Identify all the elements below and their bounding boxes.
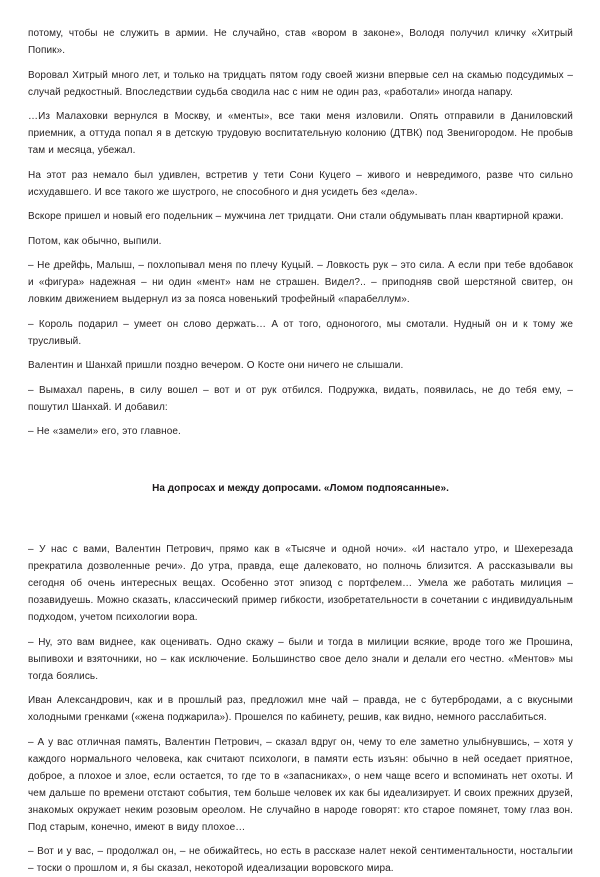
paragraph: – Вымахал парень, в силу вошел – вот и от рук отбился. Подружка, видать, появилась, не до тебя ему, – пошутил Шанхай. И добавил: [28, 384, 573, 413]
paragraph: …Из Малаховки вернулся в Москву, и «менты», все таки меня изловили. Опять отправили в Даниловский приемник, а оттуда попал я в детскую трудовую воспитательную колонию (ДТВК) под Звенигородом. Не пробыв там и месяца, убежал. [28, 111, 573, 156]
text-block-before-heading [28, 25, 573, 440]
text-block-after-heading [28, 541, 573, 877]
paragraph: Валентин и Шанхай пришли поздно вечером. О Косте они ничего не слышали. [28, 360, 404, 371]
section-heading: На допросах и между допросами. «Ломом подпоясанные». [152, 483, 449, 494]
paragraph: Иван Александрович, как и в прошлый раз, предложил мне чай – правда, не с бутербродами, а с вкусными холодными гренками («жена поджарила»). Прошелся по кабинету, решив, как видно, немного расслабиться. [28, 695, 573, 723]
paragraph: – Ну, это вам виднее, как оценивать. Одно скажу – были и тогда в милиции всякие, вроде того же Прошина, выпивохи и взяточники, но – как исключение. Большинство свое дело знали и делали его честно. «Ментов» мы тогда боялись. [28, 636, 573, 682]
paragraph: Вскоре пришел и новый его подельник – мужчина лет тридцати. Они стали обдумывать план квартирной кражи. [28, 211, 564, 222]
section-heading-block [28, 480, 573, 497]
paragraph: Воровал Хитрый много лет, и только на тридцать пятом году своей жизни впервые сел на скамью подсудимых – случай редкостный. Впоследствии судьба сводила нас с ним не один раз, «работали» иногда напару. [28, 69, 573, 98]
paragraph: потому, чтобы не служить в армии. Не случайно, став «вором в законе», Володя получил кличку «Хитрый Попик». [28, 28, 573, 56]
paragraph: – Король подарил – умеет он слово держать… А от того, одноногого, мы смотали. Нудный он и к тому же трусливый. [28, 318, 573, 347]
paragraph: – Не дрейфь, Малыш, – похлопывал меня по плечу Куцый. – Ловкость рук – это сила. А если при тебе вдобавок и «фигура» надежная – ни один «мент» нам не страшен. Видел?.. – приподняв свой шерстяной свитер, он ловким движением выдернул из за пояса новенький трофейный «парабеллум». [28, 260, 573, 305]
paragraph: – У нас с вами, Валентин Петрович, прямо как в «Тысяче и одной ночи». «И настало утро, и Шехерезада прекратила дозволенные речи». До утра, правда, еще далековато, но полночь близится. А рассказывали вы сегодня об очень интересных вещах. Особенно этот эпизод с портфелем… Умела же работать милиция – позавидуешь. Можно сказать, классический пример гибкости, изобретательности в сочетании с индивидуальным подходом, учетом психологии вора. [28, 544, 573, 623]
paragraph: – А у вас отличная память, Валентин Петрович, – сказал вдруг он, чему то еле заметно улыбнувшись, – хотя у каждого нормального человека, как считают психологи, в памяти есть изъян: обычно в ней оседает приятное, доброе, а плохое и злое, если остается, то где то в «запасниках», о нем чаще всего и вспоминать нет охоты. И чем дальше по времени отстают события, тем больше человек их как бы идеализирует. И своих прежних друзей, знакомых окружает неким розовым ореолом. Не случайно в народе говорят: кто старое помянет, тому глаз вон. Под старым, конечно, имеют в виду плохое… [28, 736, 573, 833]
paragraph: На этот раз немало был удивлен, встретив у тети Сони Куцего – живого и невредимого, разве что сильно исхудавшего. И все такого же шустрого, не способного и дня усидеть без «дела». [28, 169, 573, 198]
paragraph: – Не «замели» его, это главное. [28, 426, 181, 437]
paragraph: Потом, как обычно, выпили. [28, 235, 162, 247]
paragraph: – Вот и у вас, – продолжал он, – не обижайтесь, но есть в рассказе налет некой сентиментальности, ностальгии – тоски о прошлом и, я бы сказал, некоторой идеализации воровского мира. [28, 846, 573, 874]
